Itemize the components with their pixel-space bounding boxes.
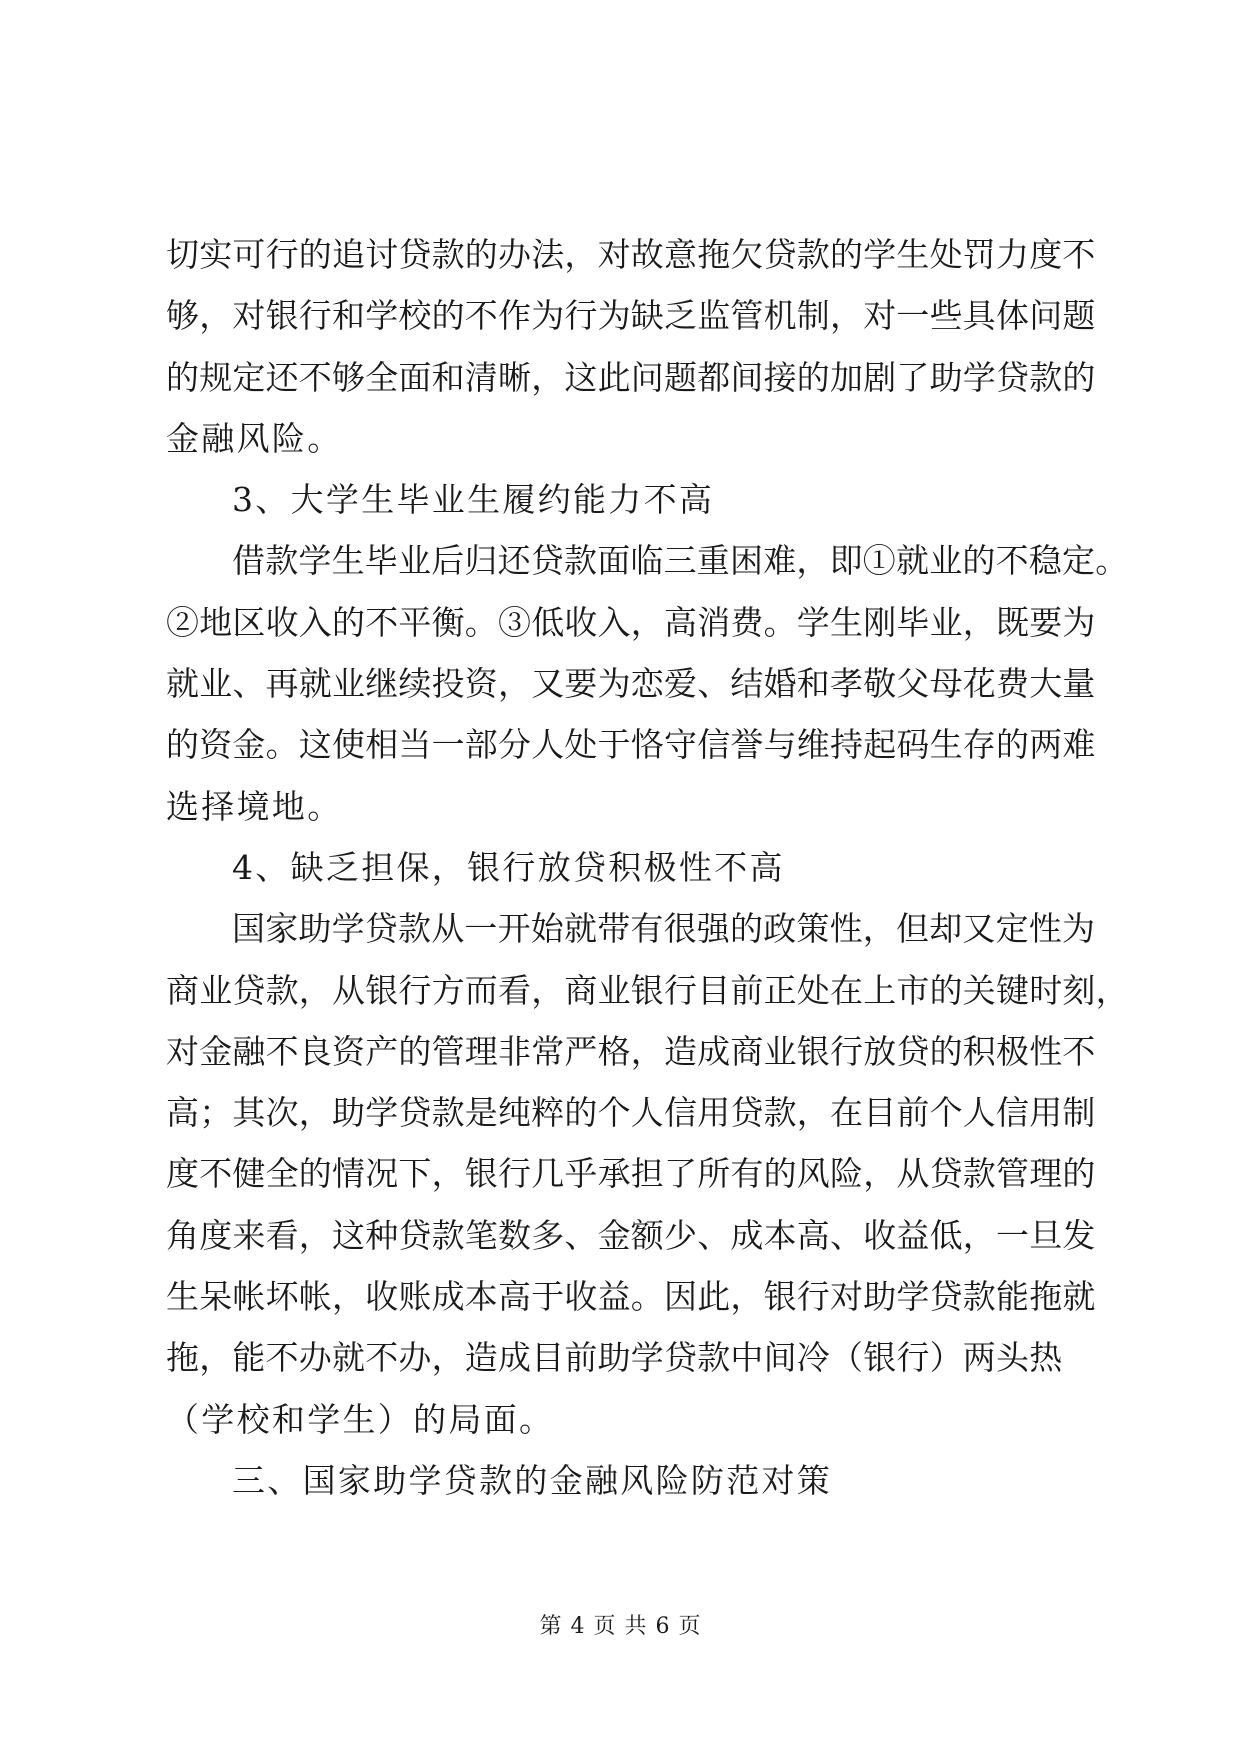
body-text xyxy=(166,224,1129,1511)
text-line: ②地区收入的不平衡。③低收入，高消费。学生刚毕业，既要为 xyxy=(166,602,1096,642)
text-line: 生呆帐坏帐，收账成本高于收益。因此，银行对助学贷款能拖就 xyxy=(166,1277,1096,1317)
section-heading: 4、缺乏担保，银行放贷积极性不高 xyxy=(232,847,785,887)
text-line: 选择境地。 xyxy=(166,786,343,826)
text-line: 的规定还不够全面和清晰，这此问题都间接的加剧了助学贷款的 xyxy=(166,357,1096,397)
text-line: 角度来看，这种贷款笔数多、金额少、成本高、收益低，一旦发 xyxy=(166,1215,1096,1255)
section-heading: 三、国家助学贷款的金融风险防范对策 xyxy=(232,1460,833,1500)
text-line: 够，对银行和学校的不作为行为缺乏监管机制，对一些具体问题 xyxy=(166,296,1096,336)
section-heading: 3、大学生毕业生履约能力不高 xyxy=(232,480,715,520)
text-line: 拖，能不办就不办，造成目前助学贷款中间冷（银行）两头热 xyxy=(166,1338,1063,1378)
text-line: 商业贷款，从银行方而看，商业银行目前正处在上市的关键时刻， xyxy=(166,970,1129,1010)
text-line: 度不健全的情况下，银行几乎承担了所有的风险，从贷款管理的 xyxy=(166,1154,1096,1194)
page-footer: 第 4 页 共 6 页 xyxy=(539,1614,702,1639)
text-line: 高；其次，助学贷款是纯粹的个人信用贷款，在目前个人信用制 xyxy=(166,1093,1096,1133)
text-line: 的资金。这使相当一部分人处于恪守信誉与维持起码生存的两难 xyxy=(166,725,1096,765)
text-line: 国家助学贷款从一开始就带有很强的政策性，但却又定性为 xyxy=(232,909,1096,949)
text-line: 借款学生毕业后归还贷款面临三重困难，即①就业的不稳定。 xyxy=(232,541,1129,581)
text-line: （学校和学生）的局面。 xyxy=(166,1399,555,1439)
text-line: 切实可行的追讨贷款的办法，对故意拖欠贷款的学生处罚力度不 xyxy=(166,235,1096,274)
text-line: 金融风险。 xyxy=(166,418,343,458)
text-line: 就业、再就业继续投资，又要为恋爱、结婚和孝敬父母花费大量 xyxy=(166,664,1096,704)
text-line: 对金融不良资产的管理非常严格，造成商业银行放贷的积极性不 xyxy=(166,1031,1096,1071)
